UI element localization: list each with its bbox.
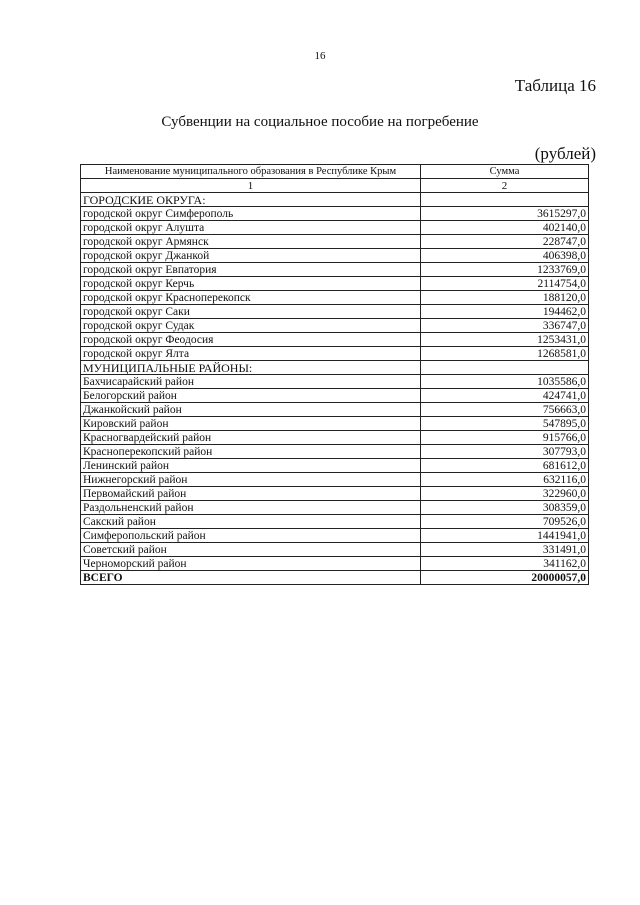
column-number-2: 2 — [421, 179, 589, 193]
municipality-name: городской округ Джанкой — [81, 249, 421, 263]
table-row — [81, 207, 589, 221]
amount-cell: 709526,0 — [421, 515, 589, 529]
table-row — [81, 417, 589, 431]
amount-cell: 307793,0 — [421, 445, 589, 459]
total-amount: 20000057,0 — [421, 571, 589, 585]
table-row — [81, 515, 589, 529]
municipality-name: Советский район — [81, 543, 421, 557]
municipality-name: Сакский район — [81, 515, 421, 529]
table-row — [81, 291, 589, 305]
amount-cell: 402140,0 — [421, 221, 589, 235]
municipality-name: городской округ Евпатория — [81, 263, 421, 277]
table-label: Таблица 16 — [514, 76, 596, 95]
municipality-name: Первомайский район — [81, 487, 421, 501]
municipality-name: Кировский район — [81, 417, 421, 431]
units-label: (рублей) — [534, 144, 596, 163]
table-row — [81, 459, 589, 473]
amount-cell: 681612,0 — [421, 459, 589, 473]
section-heading: ГОРОДСКИЕ ОКРУГА: — [81, 193, 421, 207]
table-row — [81, 305, 589, 319]
amount-cell: 547895,0 — [421, 417, 589, 431]
municipality-name: городской округ Керчь — [81, 277, 421, 291]
municipality-name: городской округ Симферополь — [81, 207, 421, 221]
amount-cell: 424741,0 — [421, 389, 589, 403]
amount-cell: 331491,0 — [421, 543, 589, 557]
municipality-name: городской округ Алушта — [81, 221, 421, 235]
table-row — [81, 501, 589, 515]
total-row — [81, 571, 589, 585]
column-header-amount: Сумма — [421, 165, 589, 179]
amount-cell: 1035586,0 — [421, 375, 589, 389]
municipality-name: городской округ Армянск — [81, 235, 421, 249]
column-header-name: Наименование муниципального образования в Республике Крым — [81, 165, 421, 179]
amount-cell: 915766,0 — [421, 431, 589, 445]
municipality-name: городской округ Саки — [81, 305, 421, 319]
amount-cell: 1253431,0 — [421, 333, 589, 347]
table-row — [81, 543, 589, 557]
table-row — [81, 347, 589, 361]
section-heading-row — [81, 361, 589, 375]
document-title: Субвенции на социальное пособие на погребение — [161, 114, 479, 130]
table-row — [81, 403, 589, 417]
municipality-name: Черноморский район — [81, 557, 421, 571]
subsidy-table — [80, 164, 589, 585]
table-row — [81, 277, 589, 291]
amount-cell: 1268581,0 — [421, 347, 589, 361]
amount-cell: 632116,0 — [421, 473, 589, 487]
section-heading-row — [81, 193, 589, 207]
section-heading: МУНИЦИПАЛЬНЫЕ РАЙОНЫ: — [81, 361, 421, 375]
table-header-row — [81, 165, 589, 179]
table-row — [81, 529, 589, 543]
section-heading-amount — [421, 361, 589, 375]
amount-cell: 322960,0 — [421, 487, 589, 501]
table-row — [81, 263, 589, 277]
table-row — [81, 333, 589, 347]
table-row — [81, 375, 589, 389]
municipality-name: Красноперекопский район — [81, 445, 421, 459]
municipality-name: городской округ Красноперекопск — [81, 291, 421, 305]
page-number: 16 — [314, 50, 326, 62]
amount-cell: 194462,0 — [421, 305, 589, 319]
amount-cell: 228747,0 — [421, 235, 589, 249]
amount-cell: 308359,0 — [421, 501, 589, 515]
table-row — [81, 473, 589, 487]
amount-cell: 188120,0 — [421, 291, 589, 305]
amount-cell: 756663,0 — [421, 403, 589, 417]
municipality-name: городской округ Ялта — [81, 347, 421, 361]
amount-cell: 336747,0 — [421, 319, 589, 333]
amount-cell: 1233769,0 — [421, 263, 589, 277]
municipality-name: Ленинский район — [81, 459, 421, 473]
table-row — [81, 431, 589, 445]
amount-cell: 3615297,0 — [421, 207, 589, 221]
table-row — [81, 487, 589, 501]
municipality-name: Красногвардейский район — [81, 431, 421, 445]
table-row — [81, 319, 589, 333]
table-row — [81, 389, 589, 403]
municipality-name: Раздольненский район — [81, 501, 421, 515]
municipality-name: Джанкойский район — [81, 403, 421, 417]
table-row — [81, 249, 589, 263]
amount-cell: 406398,0 — [421, 249, 589, 263]
municipality-name: Бахчисарайский район — [81, 375, 421, 389]
municipality-name: Нижнегорский район — [81, 473, 421, 487]
amount-cell: 341162,0 — [421, 557, 589, 571]
amount-cell: 1441941,0 — [421, 529, 589, 543]
municipality-name: городской округ Судак — [81, 319, 421, 333]
column-number-row — [81, 179, 589, 193]
municipality-name: Белогорский район — [81, 389, 421, 403]
total-label: ВСЕГО — [81, 571, 421, 585]
table-row — [81, 221, 589, 235]
column-number-1: 1 — [81, 179, 421, 193]
section-heading-amount — [421, 193, 589, 207]
table-row — [81, 557, 589, 571]
municipality-name: городской округ Феодосия — [81, 333, 421, 347]
municipality-name: Симферопольский район — [81, 529, 421, 543]
amount-cell: 2114754,0 — [421, 277, 589, 291]
table-row — [81, 445, 589, 459]
table-row — [81, 235, 589, 249]
